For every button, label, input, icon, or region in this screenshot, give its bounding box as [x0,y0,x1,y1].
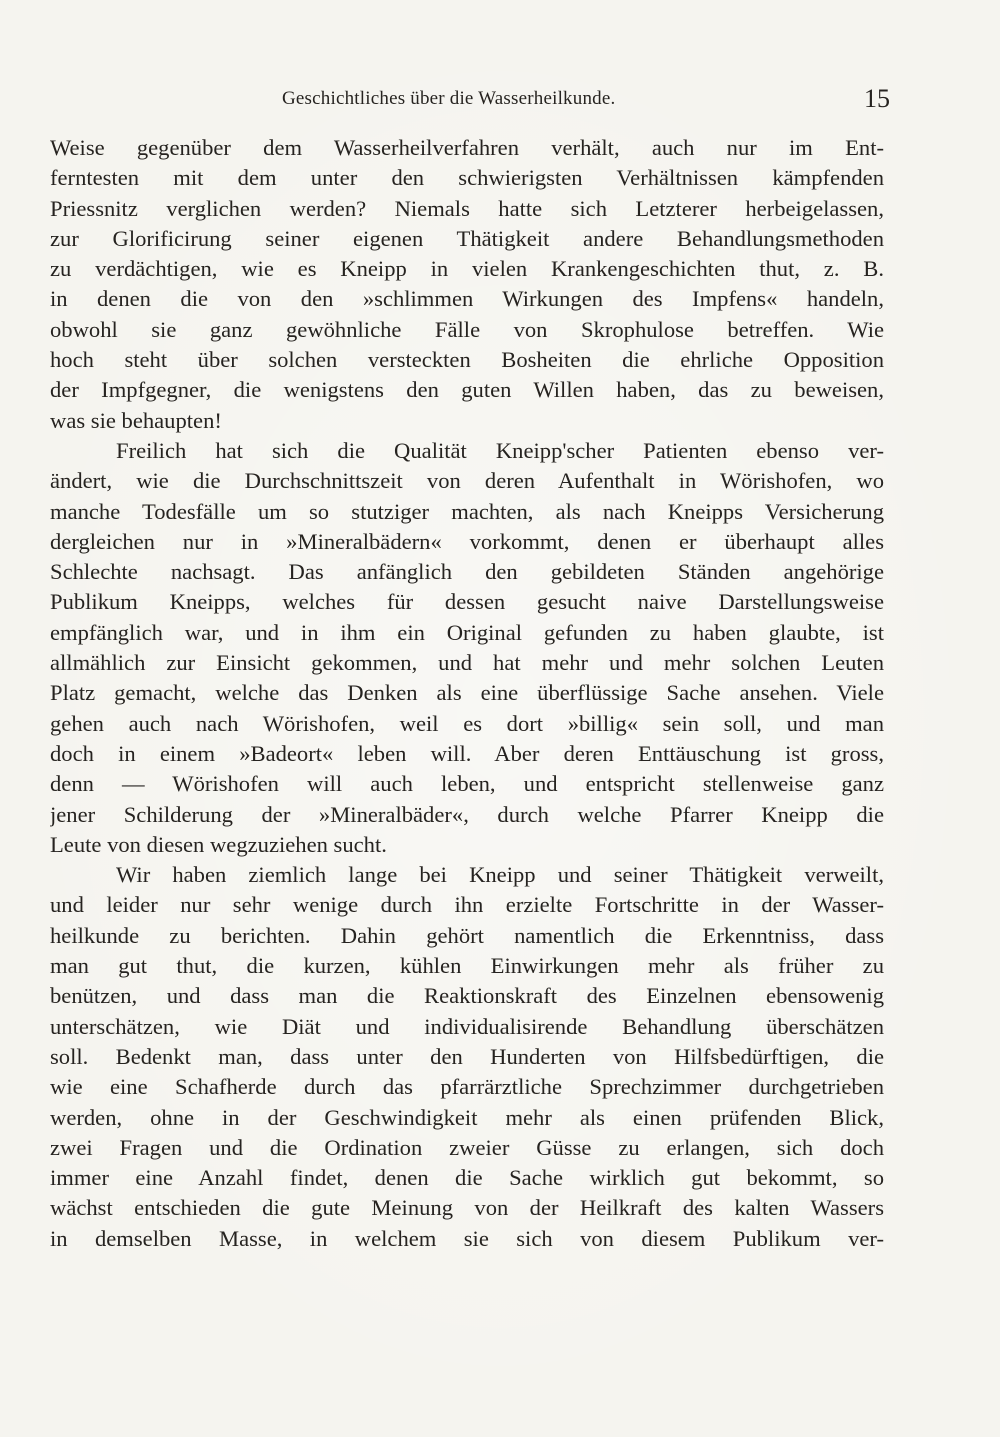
text-line: zu verdächtigen, wie es Kneipp in vielen Krankengeschichten thut, z. B. [50,256,884,282]
text-line: dergleichen nur in »Mineralbädern« vorkommt, denen er überhaupt alles [50,528,884,554]
text-line: was sie behaupten! [50,407,222,433]
text-line: denn — Wörishofen will auch leben, und entspricht stellenweise ganz [50,771,884,797]
text-line: benützen, und dass man die Reaktionskraft des Einzelnen ebensowenig [50,983,884,1009]
text-line: ändert, wie die Durchschnittszeit von deren Aufenthalt in Wörishofen, wo [50,468,884,494]
text-line: Wir haben ziemlich lange bei Kneipp und seiner Thätigkeit verweilt, [116,862,884,888]
text-line: immer eine Anzahl findet, denen die Sache wirklich gut bekommt, so [50,1165,884,1191]
text-line: manche Todesfälle um so stutziger machten, als nach Kneipps Versicherung [50,498,884,524]
text-line: Schlechte nachsagt. Das anfänglich den gebildeten Ständen angehörige [50,559,884,585]
text-line: unterschätzen, wie Diät und individualisirende Behandlung überschätzen [50,1013,884,1039]
text-line: werden, ohne in der Geschwindigkeit mehr als einen prüfenden Blick, [50,1104,884,1130]
text-line: empfänglich war, und in ihm ein Original gefunden zu haben glaubte, ist [50,619,884,645]
text-line: der Impfgegner, die wenigstens den guten Willen haben, das zu beweisen, [50,377,884,403]
text-line: und leider nur sehr wenige durch ihn erzielte Fortschritte in der Wasser- [50,892,884,918]
text-line: in denen die von den »schlimmen Wirkungen des Impfens« handeln, [50,286,884,312]
body-text [50,133,884,1254]
text-line: wie eine Schafherde durch das pfarrärztliche Sprechzimmer durchgetrieben [50,1074,884,1100]
text-line: in demselben Masse, in welchem sie sich von diesem Publikum ver- [50,1225,884,1251]
text-line: Leute von diesen wegzuziehen sucht. [50,831,387,857]
running-title: Geschichtliches über die Wasserheilkunde. [282,88,616,109]
text-line: wächst entschieden die gute Meinung von der Heilkraft des kalten Wassers [50,1195,884,1221]
text-line: zur Glorificirung seiner eigenen Thätigkeit andere Behandlungsmethoden [50,225,884,251]
text-line: soll. Bedenkt man, dass unter den Hunderten von Hilfsbedürftigen, die [50,1043,884,1069]
text-line: man gut thut, die kurzen, kühlen Einwirkungen mehr als früher zu [50,953,884,979]
text-line: heilkunde zu berichten. Dahin gehört namentlich die Erkenntniss, dass [50,922,884,948]
page-header [282,84,890,118]
text-line: Platz gemacht, welche das Denken als eine überflüssige Sache ansehen. Viele [50,680,884,706]
text-line: zwei Fragen und die Ordination zweier Güsse zu erlangen, sich doch [50,1134,884,1160]
text-line: Publikum Kneipps, welches für dessen gesucht naive Darstellungsweise [50,589,884,615]
text-line: jener Schilderung der »Mineralbäder«, durch welche Pfarrer Kneipp die [50,801,884,827]
text-line: hoch steht über solchen versteckten Bosheiten die ehrliche Opposition [50,347,884,373]
page-number: 15 [864,84,890,113]
text-line: ferntesten mit dem unter den schwierigsten Verhältnissen kämpfenden [50,165,884,191]
text-line: gehen auch nach Wörishofen, weil es dort »billig« sein soll, und man [50,710,884,736]
text-line: Weise gegenüber dem Wasserheilverfahren verhält, auch nur im Ent- [50,135,884,160]
text-line: doch in einem »Badeort« leben will. Aber deren Enttäuschung ist gross, [50,740,884,766]
text-line: Priessnitz verglichen werden? Niemals hatte sich Letzterer herbeigelassen, [50,195,884,221]
text-line: Freilich hat sich die Qualität Kneipp'scher Patienten ebenso ver- [116,437,884,463]
text-line: allmählich zur Einsicht gekommen, und hat mehr und mehr solchen Leuten [50,650,884,676]
text-line: obwohl sie ganz gewöhnliche Fälle von Skrophulose betreffen. Wie [50,316,884,342]
